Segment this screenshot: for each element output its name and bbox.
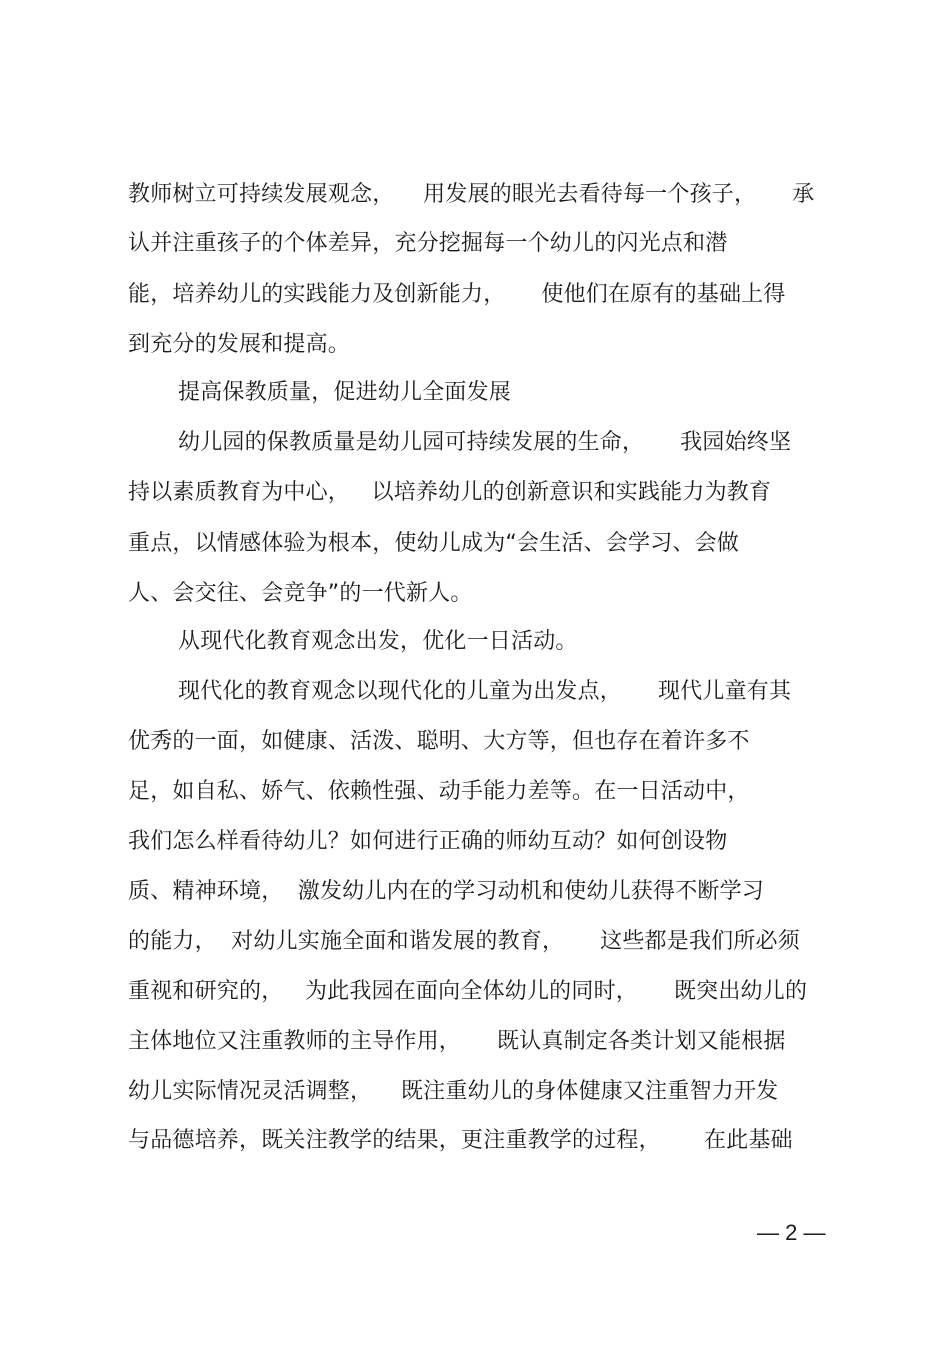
text-line-11: 现代化的教育观念以现代化的儿童为出发点， 现代儿童有其 — [178, 679, 792, 704]
text-line-12: 优秀的一面，如健康、活泼、聪明、大方等，但也存在着许多不 — [128, 729, 750, 754]
section-heading-quality: 提高保教质量，促进幼儿全面发展 — [178, 380, 512, 405]
text-line-16: 的能力， 对幼儿实施全面和谐发展的教育， 这些都是我们所必须 — [128, 929, 800, 954]
text-line-20: 与品德培养，既关注教学的结果，更注重教学的过程， 在此基础 — [128, 1128, 793, 1153]
text-line-6: 幼儿园的保教质量是幼儿园可持续发展的生命， 我园始终坚 — [178, 430, 792, 455]
text-line-14: 我们怎么样看待幼儿？如何进行正确的师幼互动？如何创设物 — [128, 829, 728, 854]
text-line-9: 人、会交往、会竞争”的一代新人。 — [128, 581, 473, 606]
text-line-13: 足，如自私、娇气、依赖性强、动手能力差等。在一日活动中， — [128, 779, 750, 804]
text-line-2: 认并注重孩子的个体差异，充分挖掘每一个幼儿的闪光点和潜 — [128, 231, 728, 256]
text-line-4: 到充分的发展和提高。 — [128, 332, 351, 357]
text-line-8: 重点，以情感体验为根本，使幼儿成为“会生活、会学习、会做 — [128, 531, 739, 556]
section-heading-daily-activity: 从现代化教育观念出发，优化一日活动。 — [178, 629, 578, 654]
text-line-15: 质、精神环境， 激发幼儿内在的学习动机和使幼儿获得不断学习 — [128, 879, 764, 904]
page-number: — 2 — — [757, 1220, 826, 1245]
text-line-18: 主体地位又注重教师的主导作用， 既认真制定各类计划又能根据 — [128, 1029, 786, 1054]
text-line-7: 持以素质教育为中心， 以培养幼儿的创新意识和实践能力为教育 — [128, 480, 772, 505]
text-line-17: 重视和研究的， 为此我园在面向全体幼儿的同时， 既突出幼儿的 — [128, 979, 808, 1004]
text-line-3: 能，培养幼儿的实践能力及创新能力， 使他们在原有的基础上得 — [128, 282, 786, 307]
text-line-1: 教师树立可持续发展观念， 用发展的眼光去看待每一个孩子， 承 — [128, 182, 815, 207]
text-line-19: 幼儿实际情况灵活调整， 既注重幼儿的身体健康又注重智力开发 — [128, 1079, 779, 1104]
